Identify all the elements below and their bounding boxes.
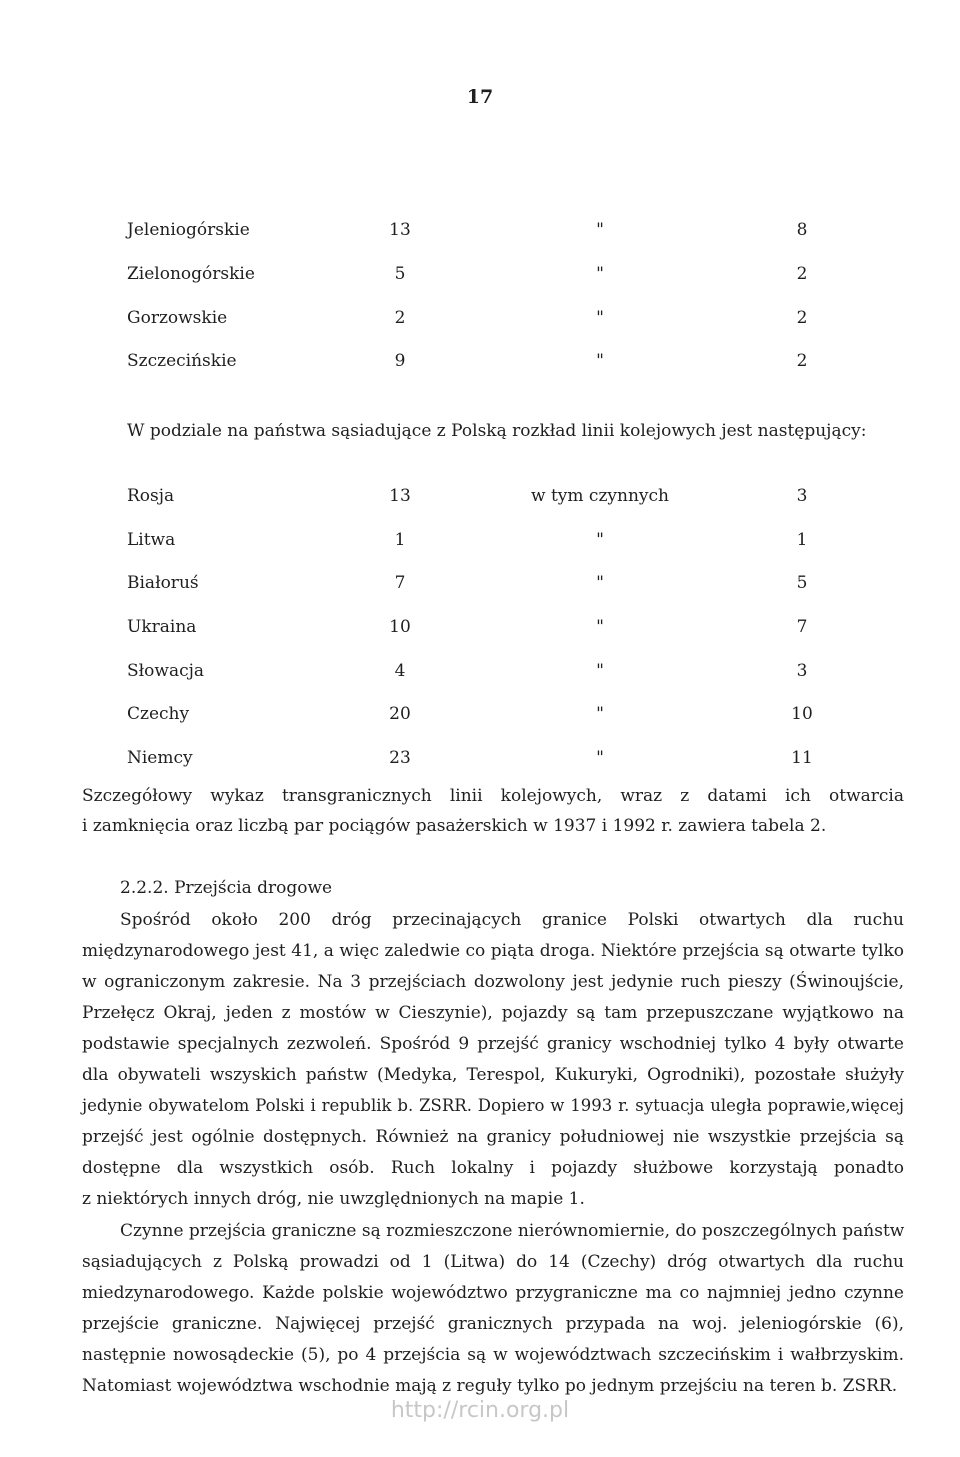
text-line: Szczegółowy wykaz transgranicznych linii kolejowych, wraz z datami ich otwarcia [82, 786, 904, 806]
row-ditto: " [596, 264, 604, 284]
row-total: 5 [394, 264, 406, 284]
text-line: przejście graniczne. Najwięcej przejść granicznych przypada na woj. jeleniogórskie (6), [82, 1314, 904, 1334]
row-mid: " [596, 661, 604, 681]
section-heading [0, 878, 960, 902]
row-active: 1 [796, 530, 808, 550]
row-total: 2 [394, 308, 406, 328]
intro-paragraph [0, 421, 960, 445]
text-line: międzynarodowego jest 41, a więc zaledwie co piąta droga. Niektóre przejścia są otwarte tylko [82, 941, 904, 961]
text-line: Przełęcz Okraj, jeden z mostów w Cieszynie), pojazdy są tam przepuszczane wyjątkowo na [82, 1003, 904, 1023]
table-row [0, 617, 960, 641]
text-line: Natomiast województwa wschodnie mają z reguły tylko po jednym przejściu na teren b. ZSRR. [82, 1376, 898, 1396]
row-name: Gorzowskie [127, 308, 228, 328]
row-mid: " [596, 573, 604, 593]
section-heading-text: 2.2.2. Przejścia drogowe [120, 878, 333, 898]
text-line: przejść jest ogólnie dostępnych. Również na granicy południowej nie wszystkie przejścia są [82, 1127, 904, 1147]
row-ditto: " [596, 351, 604, 371]
row-name: Niemcy [127, 748, 193, 768]
text-line: i zamknięcia oraz liczbą par pociągów pasażerskich w 1937 i 1992 r. zawiera tabela 2. [82, 816, 827, 836]
text-line: dostępne dla wszystkich osób. Ruch lokalny i pojazdy służbowe korzystają ponadto [82, 1158, 904, 1178]
table-row [0, 530, 960, 554]
table-row [0, 748, 960, 772]
table-row [0, 661, 960, 685]
row-total: 9 [394, 351, 406, 371]
intro-text: W podziale na państwa sąsiadujące z Polską rozkład linii kolejowych jest następujący: [127, 421, 867, 441]
row-active: 2 [796, 351, 808, 371]
row-name: Litwa [127, 530, 176, 550]
text-line: miedzynarodowego. Każde polskie województwo przygraniczne ma co najmniej jedno czynne [82, 1283, 904, 1303]
row-active: 5 [796, 573, 808, 593]
row-name: Jeleniogórskie [127, 220, 250, 240]
text-line: z niektórych innych dróg, nie uwzględnionych na mapie 1. [82, 1189, 585, 1209]
row-name: Rosja [127, 486, 175, 506]
text-line: sąsiadujących z Polską prowadzi od 1 (Litwa) do 14 (Czechy) dróg otwartych dla ruchu [82, 1252, 904, 1272]
row-name: Czechy [127, 704, 190, 724]
text-line: następnie nowosądeckie (5), po 4 przejścia są w województwach szczecińskim i wałbrzyskim. [82, 1345, 904, 1365]
row-total: 10 [389, 617, 411, 637]
row-total: 13 [389, 220, 411, 240]
row-mid: " [596, 530, 604, 550]
table-row [0, 264, 960, 288]
table-row [0, 573, 960, 597]
text-line: dla obywateli wszyskich państw (Medyka, Terespol, Kukuryki, Ogrodniki), pozostałe służyły [82, 1065, 904, 1085]
table-row [0, 351, 960, 375]
row-active: 8 [796, 220, 808, 240]
text-line: podstawie specjalnych zezwoleń. Spośród 9 przejść granicy wschodniej tylko 4 były otwarte [82, 1034, 904, 1054]
table-row [0, 308, 960, 332]
row-total: 20 [389, 704, 411, 724]
table-row [0, 220, 960, 244]
row-total: 7 [394, 573, 406, 593]
row-mid: " [596, 617, 604, 637]
row-name: Ukraina [127, 617, 197, 637]
row-active: 11 [791, 748, 813, 768]
row-active: 7 [796, 617, 808, 637]
row-total: 23 [389, 748, 411, 768]
text-line: w ograniczonym zakresie. Na 3 przejściach dozwolony jest jedynie ruch pieszy (Świnoujście, [82, 972, 904, 992]
row-mid: " [596, 704, 604, 724]
row-active: 10 [791, 704, 813, 724]
table-row [0, 486, 960, 510]
row-mid: " [596, 748, 604, 768]
table-row [0, 704, 960, 728]
row-active: 2 [796, 264, 808, 284]
text-line: jedynie obywatelom Polski i republik b. ZSRR. Dopiero w 1993 r. sytuacja uległa poprawie,więcej [82, 1096, 904, 1115]
text-line: Czynne przejścia graniczne są rozmieszczone nierównomiernie, do poszczególnych państw [120, 1221, 905, 1241]
row-name: Białoruś [127, 573, 199, 593]
row-total: 13 [389, 486, 411, 506]
page-number: 17 [466, 86, 494, 108]
row-name: Zielonogórskie [127, 264, 255, 284]
row-active: 3 [796, 661, 808, 681]
footer-watermark: http://rcin.org.pl [390, 1398, 570, 1423]
text-line: Spośród około 200 dróg przecinających granice Polski otwartych dla ruchu [120, 910, 904, 930]
row-name: Słowacja [127, 661, 205, 681]
row-mid: w tym czynnych [531, 486, 669, 506]
row-active: 3 [796, 486, 808, 506]
row-active: 2 [796, 308, 808, 328]
row-total: 1 [394, 530, 406, 550]
row-ditto: " [596, 308, 604, 328]
row-name: Szczecińskie [127, 351, 237, 371]
row-total: 4 [394, 661, 406, 681]
row-ditto: " [596, 220, 604, 240]
